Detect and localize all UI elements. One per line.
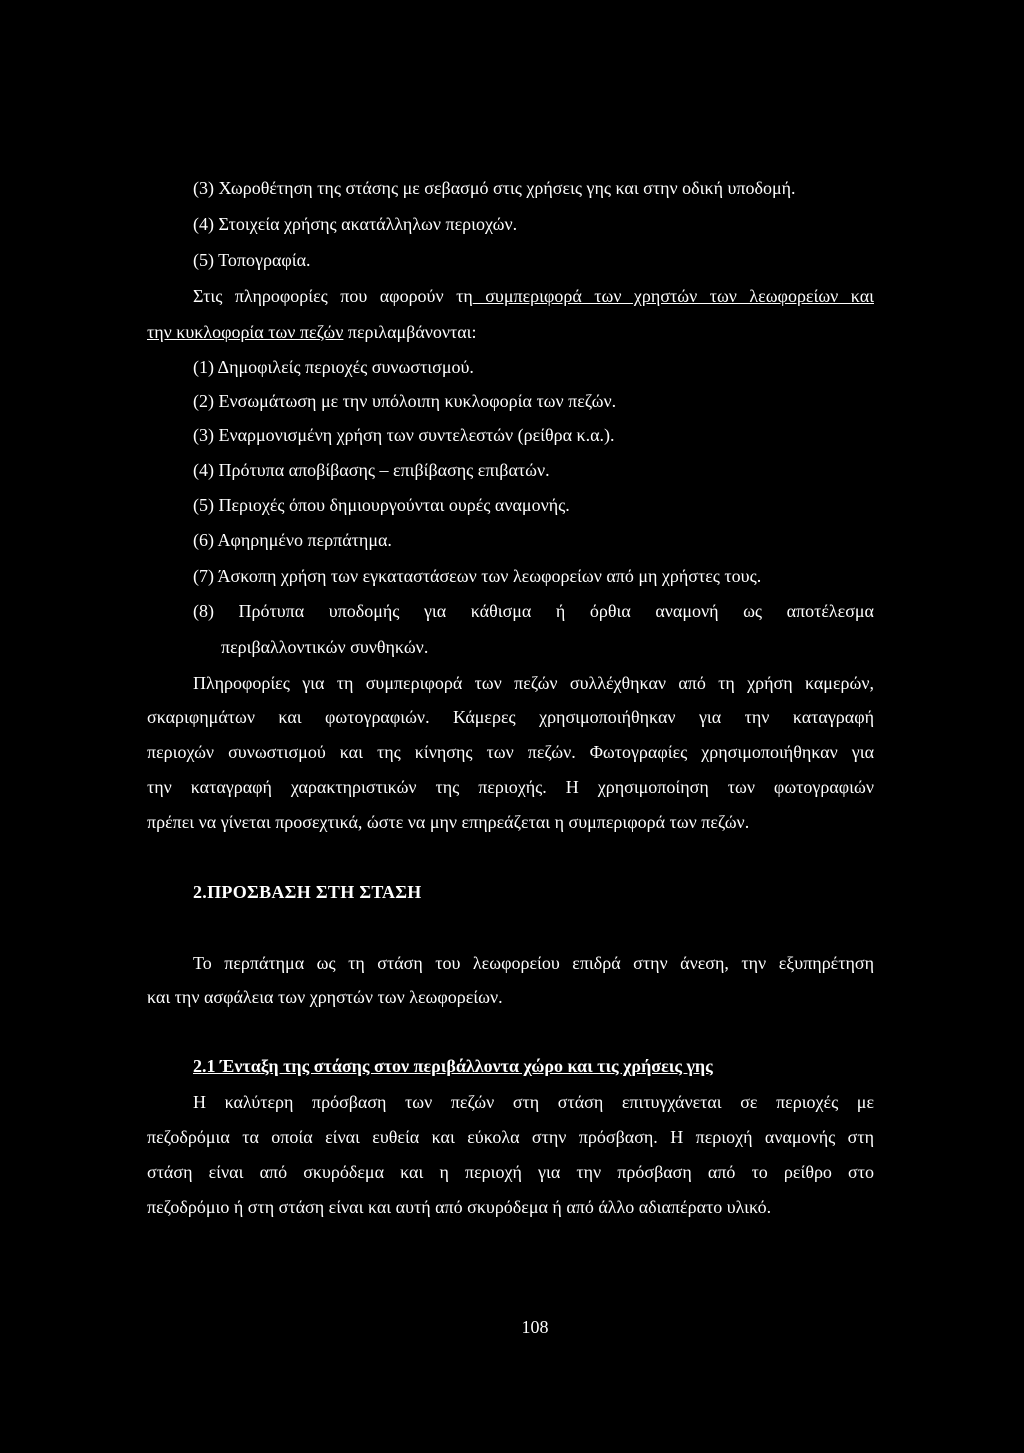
paragraph-line: περιοχών συνωστισμού και της κίνησης των πεζών. Φωτογραφίες χρησιμοποιήθηκαν για (147, 742, 874, 762)
list-item: (5) Τοπογραφία. (193, 250, 311, 270)
subsection-heading: 2.1 Ένταξη της στάσης στον περιβάλλοντα χώρο και τις χρήσεις γης (193, 1056, 713, 1076)
intro-text: περιλαμβάνονται: (343, 322, 477, 342)
paragraph-line: πεζοδρόμια τα οποία είναι ευθεία και εύκολα στην πρόσβαση. Η περιοχή αναμονής στη (147, 1127, 874, 1147)
list-item: (2) Ενσωμάτωση με την υπόλοιπη κυκλοφορία των πεζών. (193, 391, 617, 411)
section-heading: 2.ΠΡΟΣΒΑΣΗ ΣΤΗ ΣΤΑΣΗ (193, 882, 422, 902)
paragraph-line: πεζοδρόμιο ή στη στάση είναι και αυτή από σκυρόδεμα ή από άλλο αδιαπέρατο υλικό. (147, 1197, 772, 1217)
intro-underlined-text: την κυκλοφορία των πεζών (147, 322, 344, 342)
paragraph-line: Πληροφορίες για τη συμπεριφορά των πεζών συλλέχθηκαν από τη χρήση καμερών, (193, 673, 874, 693)
list-item: (4) Πρότυπα αποβίβασης – επιβίβασης επιβατών. (193, 460, 550, 480)
list-item-continuation: περιβαλλοντικών συνθηκών. (221, 637, 429, 657)
paragraph-line: την καταγραφή χαρακτηριστικών της περιοχής. Η χρησιμοποίηση των φωτογραφιών (147, 777, 874, 797)
intro-line-1 (193, 285, 874, 307)
paragraph-line: πρέπει να γίνεται προσεχτικά, ώστε να μην επηρεάζεται η συμπεριφορά των πεζών. (147, 812, 750, 832)
list-item: (1) Δημοφιλείς περιοχές συνωστισμού. (193, 357, 474, 377)
list-item: (6) Αφηρημένο περπάτημα. (193, 530, 392, 550)
list-item: (4) Στοιχεία χρήσης ακατάλληλων περιοχών. (193, 214, 518, 234)
list-item: (3) Χωροθέτηση της στάσης με σεβασμό στις χρήσεις γης και στην οδική υποδομή. (193, 178, 796, 198)
paragraph-line: σκαριφημάτων και φωτογραφιών. Κάμερες χρησιμοποιήθηκαν για την καταγραφή (147, 707, 874, 727)
intro-text: Στις πληροφορίες που αφορούν τη (193, 286, 473, 306)
paragraph-line: Το περπάτημα ως τη στάση του λεωφορείου επιδρά στην άνεση, την εξυπηρέτηση (193, 953, 874, 973)
paragraph-line: και την ασφάλεια των χρηστών των λεωφορείων. (147, 987, 503, 1007)
list-item: (3) Εναρμονισμένη χρήση των συντελεστών (ρείθρα κ.α.). (193, 425, 615, 445)
list-item: (8) Πρότυπα υποδομής για κάθισμα ή όρθια αναμονή ως αποτέλεσμα (193, 601, 874, 621)
list-item: (5) Περιοχές όπου δημιουργούνται ουρές αναμονής. (193, 495, 570, 515)
paragraph-line: Η καλύτερη πρόσβαση των πεζών στη στάση επιτυγχάνεται σε περιοχές με (193, 1092, 874, 1112)
paragraph-line: στάση είναι από σκυρόδεμα και η περιοχή για την πρόσβαση από το ρείθρο στο (147, 1162, 874, 1182)
intro-line-2 (147, 321, 477, 343)
list-item: (7) Άσκοπη χρήση των εγκαταστάσεων των λεωφορείων από μη χρήστες τους. (193, 566, 762, 586)
intro-underlined-text: συμπεριφορά των χρηστών των λεωφορείων και (472, 286, 874, 306)
page-number: 108 (521, 1317, 549, 1337)
